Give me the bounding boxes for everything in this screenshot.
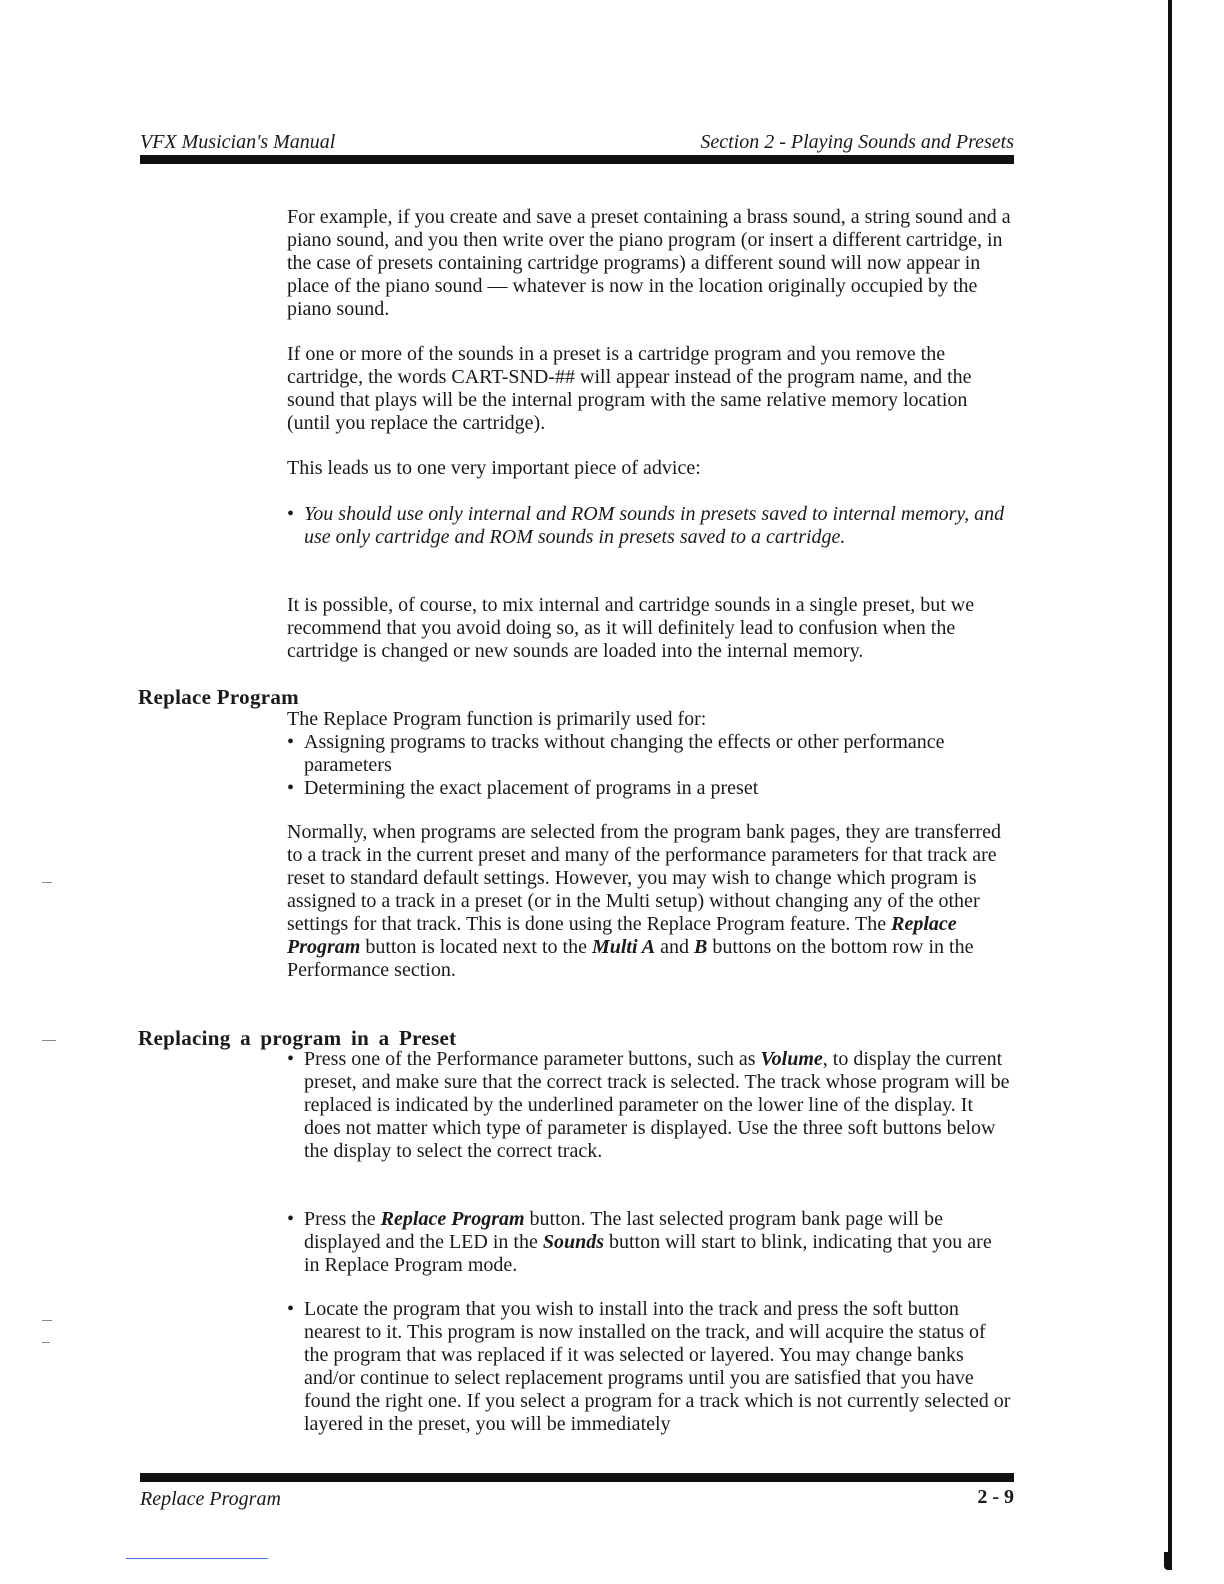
text-run: Press the [304,1208,381,1230]
step-text [287,1048,1012,1163]
step-text: Locate the program that you wish to install into the track and press the soft button nearest to it. This program is now installed on the track, and will acquire the status of the program that was replaced if it was selected or layered. You may change banks and/or continue to select replacement programs until you are satisfied that you have found the right one. If you select a program for a track which is not currently selected or layered in the preset, you will be immediately [304,1298,1011,1435]
text-run: buttons on the bottom row in the Performance section. [287,936,974,981]
bullet-dot: • [287,731,295,753]
bullet-dot: • [287,1298,295,1320]
text-run: Normally, when programs are selected from the program bank pages, they are transferred to a track in the current preset and many of the performance parameters for that track are reset to standard default settings. However, you may wish to change which program is assigned to a track in a preset (or in the Multi setup) without changing any of the other settings for that track. This is done using the Replace Program feature. The [287,821,1001,935]
advice-bullet [287,503,1012,549]
bullet-dot: • [287,1208,295,1230]
multi-a-button-ref: Multi A [591,936,656,958]
page-number: 2 - 9 [977,1486,1014,1508]
step-bullet [287,1298,1012,1436]
text-run: button is located next to the [360,936,592,958]
margin-tick [42,1320,52,1321]
use-bullet [287,777,1012,800]
replace-program-button-ref: Replace Program [287,913,957,958]
step-text [287,1208,1012,1277]
text-run: button will start to blink, indicating that you are in Replace Program mode. [304,1231,992,1276]
bullet-dot: • [287,777,295,799]
step-bullet [287,1048,1012,1163]
section-heading-replacing-in-preset: Replacing a program in a Preset [138,1026,457,1050]
use-text: Determining the exact placement of programs in a preset [304,777,759,799]
margin-tick [42,1342,50,1343]
page-edge-rule [1168,0,1172,1570]
header-rule [140,155,1014,164]
paragraph-normally [287,821,1012,982]
running-header-title: VFX Musician's Manual [140,131,336,153]
text-run: and [655,936,695,958]
replace-program-button-ref: Replace Program [380,1208,525,1230]
running-header-section: Section 2 - Playing Sounds and Presets [700,131,1014,153]
bullet-dot: • [287,1048,295,1070]
use-text: Assigning programs to tracks without changing the effects or other performance parameters [304,731,945,776]
paragraph-mixing-warning: It is possible, of course, to mix internal and cartridge sounds in a single preset, but we recommend that you avoid doing so, as it will definitely lead to confusion when the cartridge is changed or new sounds are loaded into the internal memory. [287,594,975,662]
volume-button-ref: Volume [760,1048,823,1070]
replace-program-intro: The Replace Program function is primarily used for: [287,708,707,730]
section-heading-replace-program: Replace Program [138,685,299,709]
running-footer-topic: Replace Program [140,1488,281,1510]
bullet-dot: • [287,503,295,525]
b-button-ref: B [694,936,708,958]
paragraph-example: For example, if you create and save a preset containing a brass sound, a string sound and a piano sound, and you then write over the piano program (or insert a different cartridge, in the case of presets containing cartridge programs) a different sound will now appear in place of the piano sound — whatever is now in the location originally occupied by the piano sound. [287,206,1011,320]
text-run: , to display the current preset, and make sure that the correct track is selected. The track whose program will be replaced is indicated by the underlined parameter on the lower line of the display. It does not matter which type of parameter is displayed. Use the three soft buttons below the display to select the correct track. [304,1048,1010,1162]
paragraph-cartridge-removal: If one or more of the sounds in a preset is a cartridge program and you remove the cartridge, the words CART-SND-## will appear instead of the program name, and the sound that plays will be the internal program with the same relative memory location (until you replace the cartridge). [287,343,972,434]
margin-tick [42,1040,56,1041]
step-bullet [287,1208,1012,1277]
text-run: Press one of the Performance parameter buttons, such as [304,1048,761,1070]
footer-rule [140,1473,1014,1482]
scan-mark [126,1558,268,1559]
paragraph-advice-intro: This leads us to one very important piece of advice: [287,457,701,479]
page-edge-mark [1164,1552,1172,1570]
use-bullet [287,731,1012,777]
text-run: button. The last selected program bank page will be displayed and the LED in the [304,1208,943,1253]
margin-tick [42,882,52,883]
advice-text: You should use only internal and ROM sounds in presets saved to internal memory, and use only cartridge and ROM sounds in presets saved to a cartridge. [304,503,1005,548]
sounds-button-ref: Sounds [542,1231,604,1253]
